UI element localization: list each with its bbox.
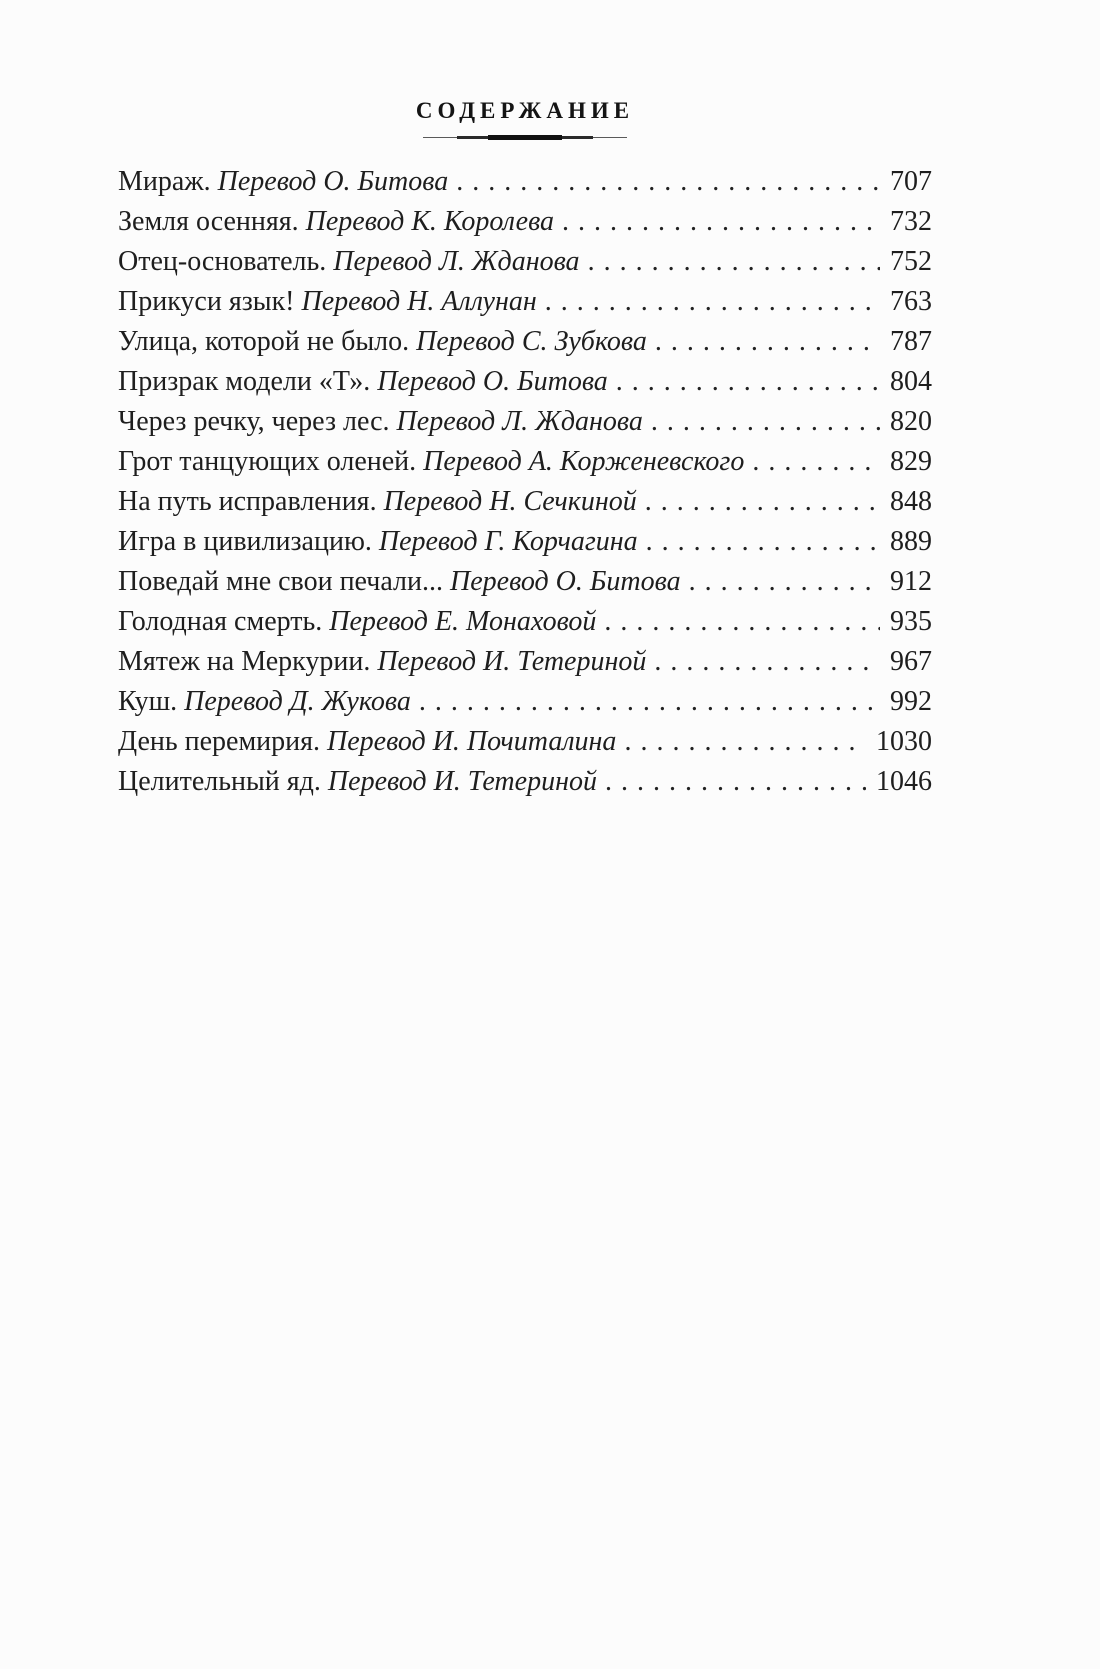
- content-column: [118, 0, 932, 802]
- entry-page-number: 752: [890, 246, 932, 277]
- entry-page-number: 787: [890, 326, 932, 357]
- dot-leader: [616, 362, 880, 402]
- dot-leader: [645, 482, 880, 522]
- entry-translator: Перевод А. Корженевского: [423, 446, 745, 477]
- entry-translator: Перевод Н. Аллунан: [301, 286, 537, 317]
- entry-text: [118, 682, 411, 722]
- page-title: СОДЕРЖАНИЕ: [415, 98, 635, 123]
- entry-translator: Перевод С. Зубкова: [416, 326, 647, 357]
- entry-text: [118, 762, 597, 802]
- entry-translator: Перевод О. Битова: [377, 366, 608, 397]
- entry-translator: Перевод Н. Сечкиной: [383, 486, 637, 517]
- toc-entry: [118, 562, 932, 602]
- entry-title: День перемирия.: [118, 726, 321, 757]
- entry-text: [118, 202, 554, 242]
- entry-text: [118, 402, 643, 442]
- entry-title: Отец-основатель.: [118, 246, 327, 277]
- entry-text: [118, 602, 596, 642]
- entry-title: Призрак модели «Т».: [118, 366, 371, 397]
- entry-translator: Перевод О. Битова: [217, 166, 449, 197]
- entry-text: [118, 242, 580, 282]
- entry-text: [118, 522, 638, 562]
- entry-text: [118, 722, 616, 762]
- entry-translator: Перевод И. Тетериной: [327, 766, 597, 797]
- toc-entry: [118, 642, 932, 682]
- entry-page-number: 912: [890, 566, 932, 597]
- entry-translator: Перевод Л. Жданова: [333, 246, 580, 277]
- toc-entry: [118, 722, 932, 762]
- dot-leader: [562, 202, 880, 242]
- dot-leader: [545, 282, 880, 322]
- entry-translator: Перевод И. Почиталина: [327, 726, 617, 757]
- dot-leader: [654, 642, 880, 682]
- dot-leader: [604, 602, 880, 642]
- entry-text: [118, 482, 637, 522]
- toc-entry: [118, 522, 932, 562]
- dot-leader: [624, 722, 866, 762]
- entry-page-number: 1046: [876, 766, 932, 797]
- dot-leader: [752, 442, 880, 482]
- entry-title: Мираж.: [118, 166, 211, 197]
- entry-page-number: 889: [890, 526, 932, 557]
- dot-leader: [651, 402, 880, 442]
- entry-page-number: 1030: [876, 726, 932, 757]
- dot-leader: [689, 562, 880, 602]
- entry-text: [118, 322, 647, 362]
- dot-leader: [655, 322, 880, 362]
- entry-text: [118, 642, 646, 682]
- entry-title: Через речку, через лес.: [118, 406, 390, 437]
- entry-translator: Перевод И. Тетериной: [377, 646, 647, 677]
- entry-title: Игра в цивилизацию.: [118, 526, 372, 557]
- entry-text: [118, 282, 537, 322]
- toc-list: [118, 162, 932, 802]
- toc-entry: [118, 242, 932, 282]
- entry-page-number: 992: [890, 686, 932, 717]
- entry-title: Целительный яд.: [118, 766, 321, 797]
- entry-title: Улица, которой не было.: [118, 326, 410, 357]
- entry-page-number: 804: [890, 366, 932, 397]
- toc-entry: [118, 282, 932, 322]
- decorative-rule: [423, 135, 627, 140]
- entry-translator: Перевод Г. Корчагина: [378, 526, 638, 557]
- toc-entry: [118, 762, 932, 802]
- entry-title: Прикуси язык!: [118, 286, 295, 317]
- entry-title: Грот танцующих оленей.: [118, 446, 417, 477]
- entry-title: Голодная смерть.: [118, 606, 323, 637]
- toc-entry: [118, 162, 932, 202]
- contents-header: [118, 0, 932, 140]
- toc-entry: [118, 202, 932, 242]
- entry-title: Куш.: [118, 686, 178, 717]
- entry-page-number: 732: [890, 206, 932, 237]
- entry-page-number: 935: [890, 606, 932, 637]
- toc-entry: [118, 682, 932, 722]
- rule-thick-line: [488, 135, 562, 140]
- entry-title: Мятеж на Меркурии.: [118, 646, 371, 677]
- entry-page-number: 967: [890, 646, 932, 677]
- entry-page-number: 707: [890, 166, 932, 197]
- entry-translator: Перевод Д. Жукова: [184, 686, 411, 717]
- toc-entry: [118, 322, 932, 362]
- entry-page-number: 763: [890, 286, 932, 317]
- dot-leader: [605, 762, 866, 802]
- entry-page-number: 829: [890, 446, 932, 477]
- entry-translator: Перевод К. Королева: [305, 206, 555, 237]
- toc-entry: [118, 602, 932, 642]
- entry-text: [118, 442, 744, 482]
- entry-title: На путь исправления.: [118, 486, 377, 517]
- dot-leader: [588, 242, 880, 282]
- toc-entry: [118, 402, 932, 442]
- entry-translator: Перевод Е. Монаховой: [329, 606, 597, 637]
- entry-text: [118, 362, 608, 402]
- dot-leader: [456, 162, 880, 202]
- dot-leader: [419, 682, 880, 722]
- toc-entry: [118, 482, 932, 522]
- dot-leader: [646, 522, 880, 562]
- entry-translator: Перевод Л. Жданова: [396, 406, 643, 437]
- entry-title: Поведай мне свои печали...: [118, 566, 443, 597]
- toc-entry: [118, 362, 932, 402]
- entry-page-number: 820: [890, 406, 932, 437]
- entry-translator: Перевод О. Битова: [450, 566, 681, 597]
- entry-page-number: 848: [890, 486, 932, 517]
- entry-text: [118, 562, 681, 602]
- entry-text: [118, 162, 448, 202]
- toc-entry: [118, 442, 932, 482]
- entry-title: Земля осенняя.: [118, 206, 299, 237]
